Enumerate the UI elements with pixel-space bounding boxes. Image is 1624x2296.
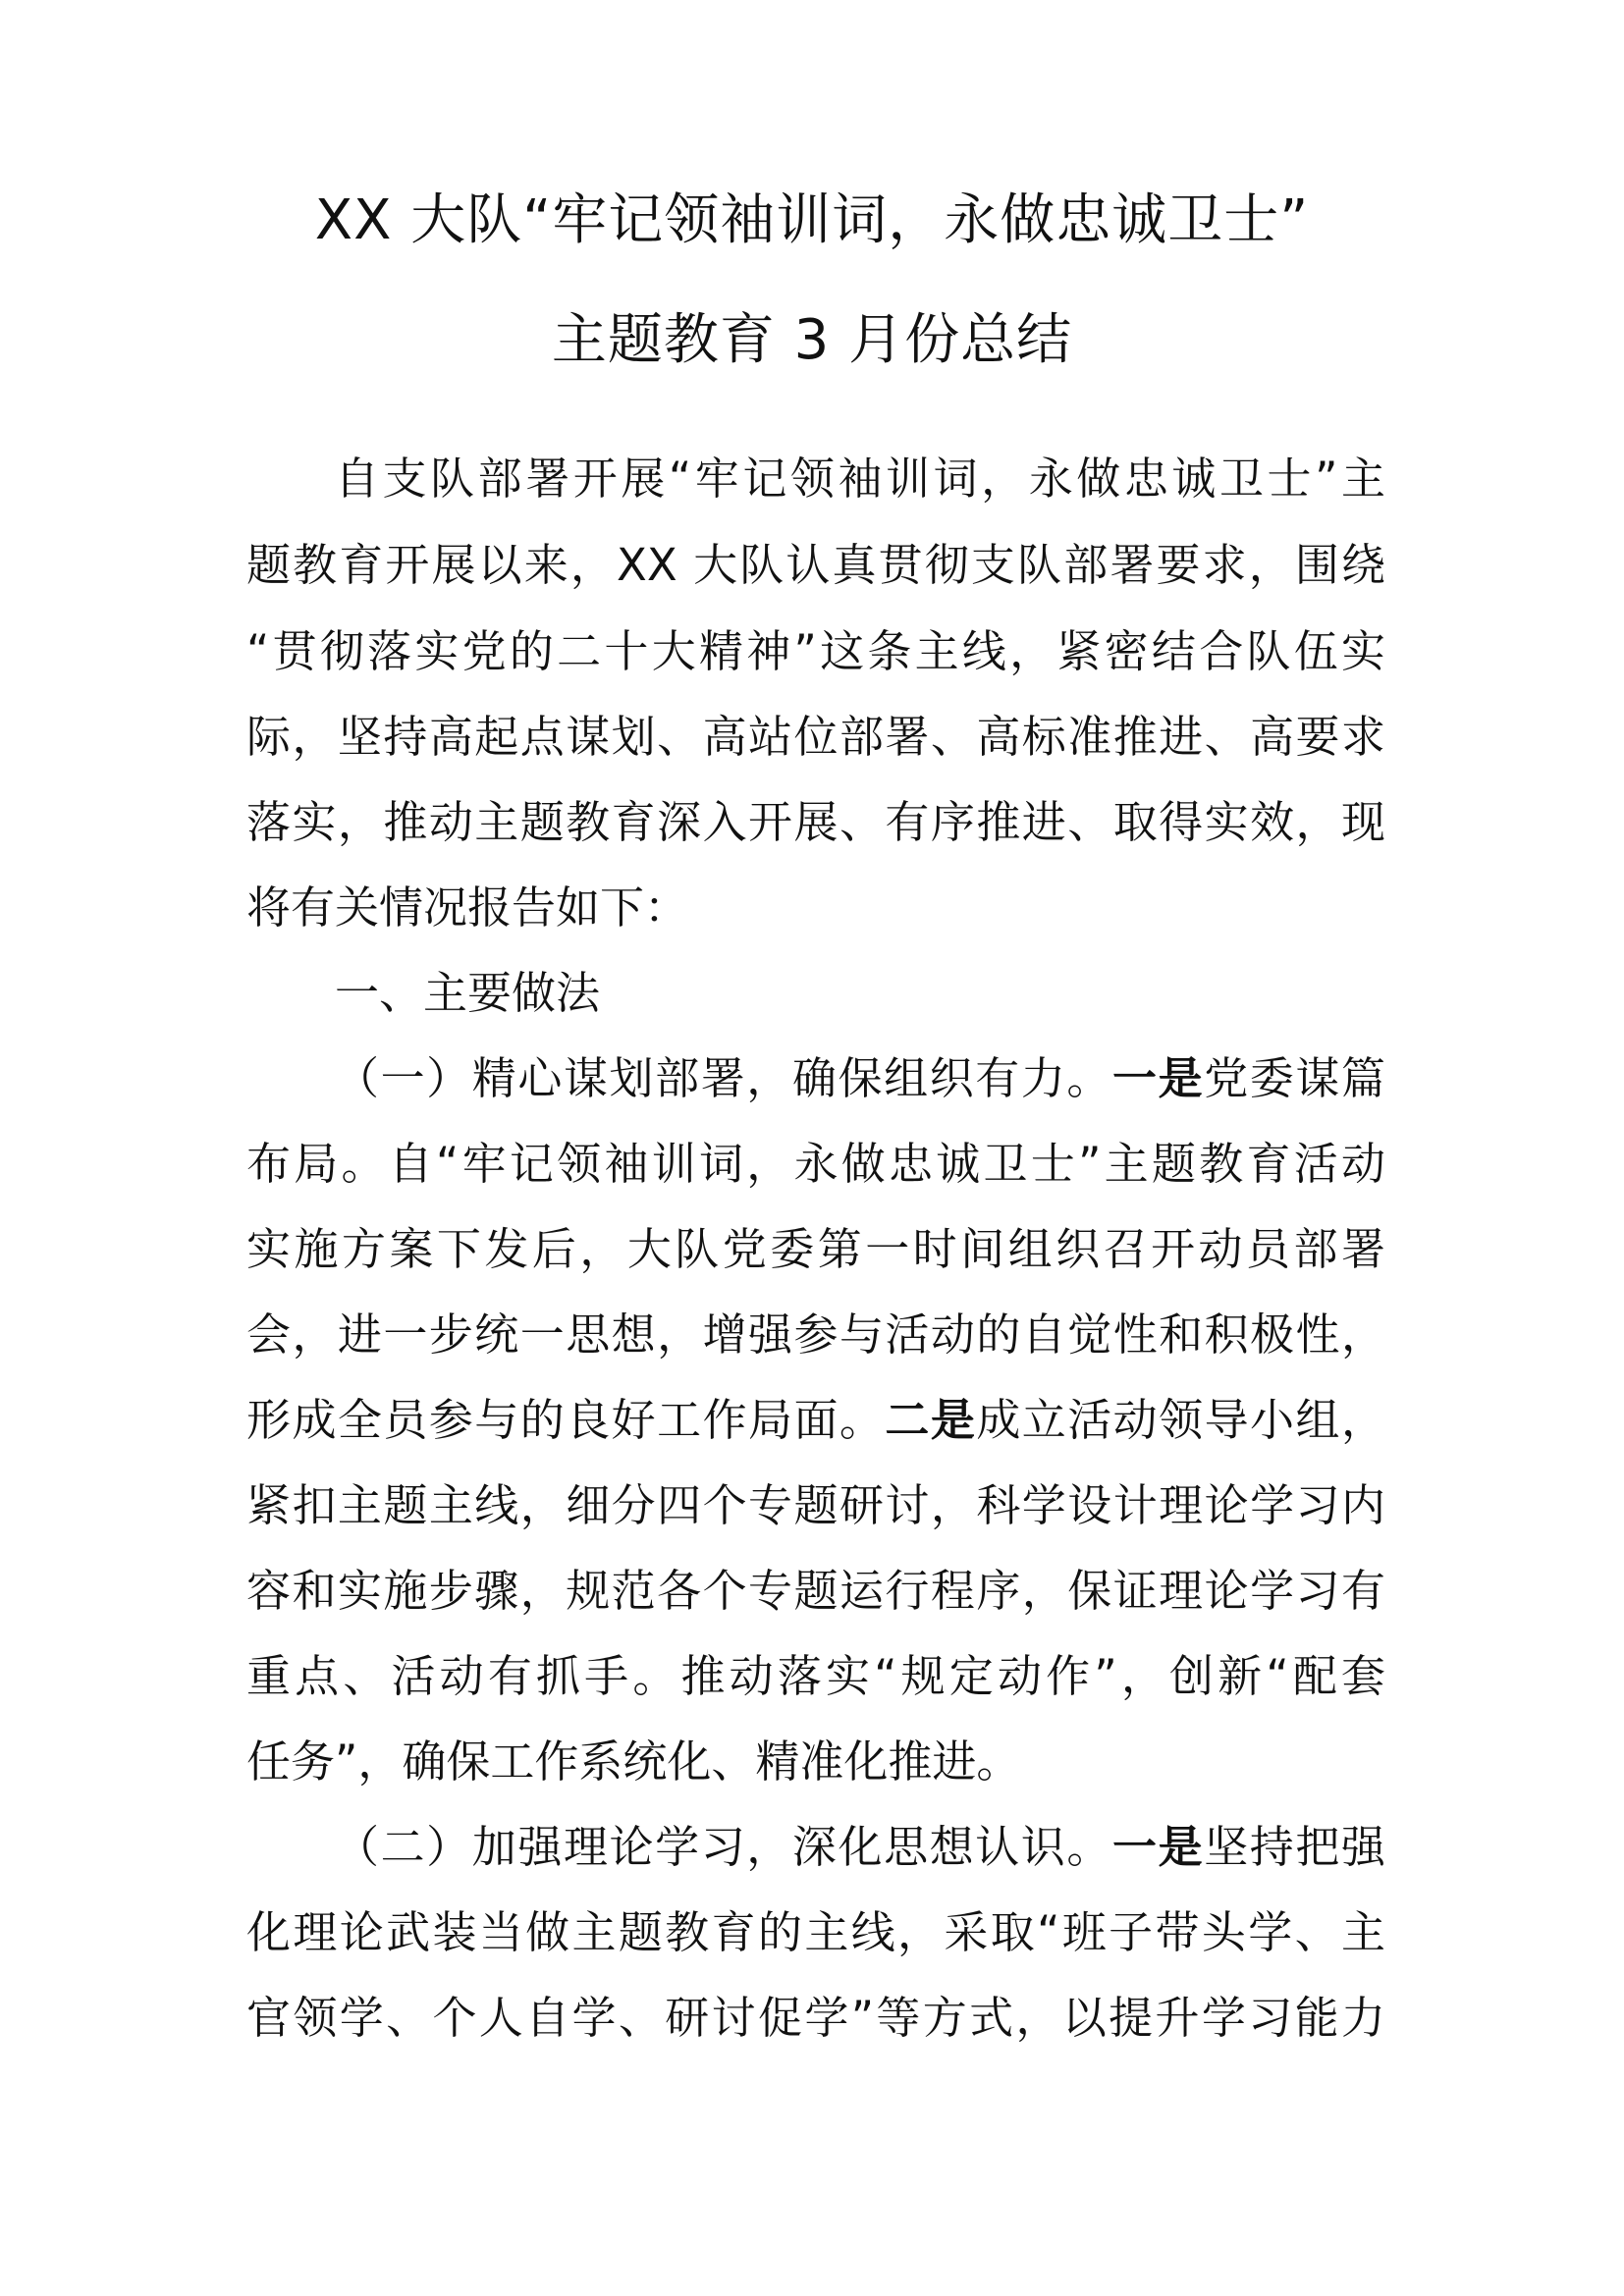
paragraph-3-line-3: 官领学、个人自学、研讨促学”等方式，以提升学习能力 bbox=[246, 1992, 1385, 2044]
paragraph-2-line-7: 容和实施步骤，规范各个专题运行程序，保证理论学习有 bbox=[246, 1565, 1385, 1617]
paragraph-2-line-8: 重点、活动有抓手。推动落实“规定动作”，创新“配套 bbox=[246, 1650, 1385, 1702]
bold-marker: 一是 bbox=[1112, 1052, 1205, 1104]
paragraph-1-line-3: “贯彻落实党的二十大精神”这条主线，紧密结合队伍实 bbox=[246, 625, 1385, 677]
bold-marker: 一是 bbox=[1112, 1821, 1205, 1873]
paragraph-1-line-4: 际，坚持高起点谋划、高站位部署、高标准推进、高要求 bbox=[246, 711, 1385, 763]
paragraph-2-line-1 bbox=[335, 1049, 1385, 1108]
line-text: 成立活动领导小组， bbox=[976, 1394, 1385, 1446]
bold-marker: 二是 bbox=[885, 1394, 977, 1446]
subheading-text: （一）精心谋划部署，确保组织有力。 bbox=[335, 1052, 1113, 1104]
paragraph-1-line-5: 落实，推动主题教育深入开展、有序推进、取得实效，现 bbox=[246, 796, 1385, 848]
paragraph-2-line-4: 会，进一步统一思想，增强参与活动的自觉性和积极性， bbox=[246, 1308, 1385, 1361]
paragraph-1-line-6: 将有关情况报告如下： bbox=[246, 881, 689, 934]
section-heading: 一、主要做法 bbox=[335, 967, 601, 1019]
line-text: 坚持把强 bbox=[1204, 1821, 1385, 1873]
paragraph-3-line-2: 化理论武装当做主题教育的主线，采取“班子带头学、主 bbox=[246, 1906, 1385, 1958]
paragraph-2-line-5 bbox=[246, 1391, 1385, 1450]
paragraph-3-line-1 bbox=[335, 1818, 1385, 1877]
line-text: 形成全员参与的良好工作局面。 bbox=[246, 1394, 886, 1446]
line-text: 党委谋篇 bbox=[1204, 1052, 1385, 1104]
paragraph-1-line-1: 自支队部署开展“牢记领袖训词，永做忠诚卫士”主 bbox=[335, 453, 1385, 505]
subheading-text: （二）加强理论学习，深化思想认识。 bbox=[335, 1821, 1113, 1873]
document-title-line-1: XX 大队“牢记领袖训词，永做忠诚卫士” bbox=[314, 188, 1310, 252]
paragraph-1-line-2: 题教育开展以来，XX 大队认真贯彻支队部署要求，围绕 bbox=[246, 539, 1385, 591]
paragraph-2-line-2: 布局。自“牢记领袖训词，永做忠诚卫士”主题教育活动 bbox=[246, 1138, 1385, 1190]
document-title-line-2: 主题教育 3 月份总结 bbox=[551, 308, 1073, 372]
paragraph-2-line-6: 紧扣主题主线，细分四个专题研讨，科学设计理论学习内 bbox=[246, 1479, 1385, 1531]
paragraph-2-line-9: 任务”，确保工作系统化、精准化推进。 bbox=[246, 1735, 1021, 1788]
paragraph-2-line-3: 实施方案下发后，大队党委第一时间组织召开动员部署 bbox=[246, 1223, 1385, 1275]
